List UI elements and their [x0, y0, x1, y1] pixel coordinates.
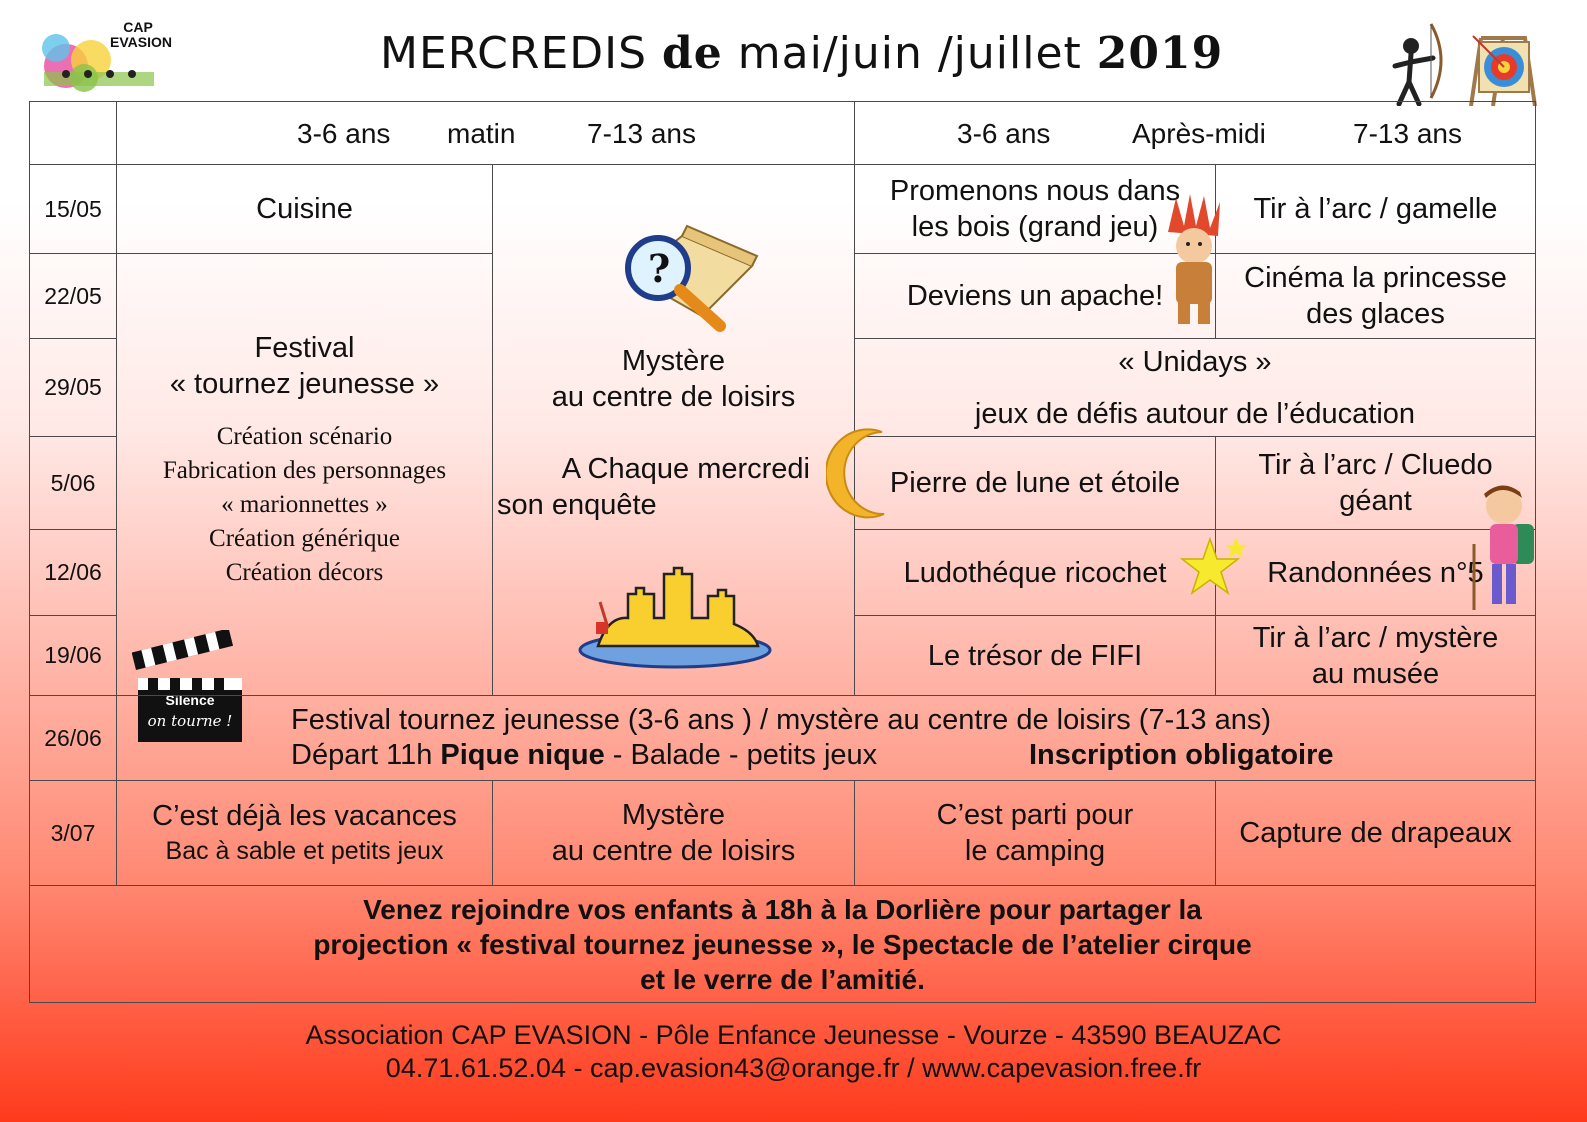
activity-cuisine: Cuisine [116, 164, 493, 254]
svg-text:?: ? [648, 246, 671, 291]
sandcastle-icon [578, 566, 772, 670]
activity-randonnees: Randonnées n°5 [1215, 529, 1536, 616]
invitation-line1: Venez rejoindre vos enfants à 18h à la Dorlière pour partager la [363, 893, 1202, 925]
invitation-line2: projection « festival tournez jeunesse », le Spectacle de l’atelier cirque [313, 928, 1252, 960]
row-2606-pique-nique: Pique nique [440, 739, 605, 771]
camping-line1: C’est parti pour [936, 799, 1134, 831]
title-part-de: de [662, 28, 723, 79]
invitation-box [29, 885, 1536, 1003]
vacances-line2: Bac à sable et petits jeux [165, 837, 444, 865]
row-2606-content [116, 695, 1536, 781]
book-magnifier-icon [612, 216, 762, 336]
hiker-child-icon [1462, 484, 1538, 610]
invitation-line3: et le verre de l’amitié. [640, 963, 925, 995]
mystere-line1: Mystère [621, 345, 726, 377]
mystere-line2: au centre de loisirs [551, 381, 796, 413]
date-cell: 5/06 [29, 436, 117, 530]
date-cell: 3/07 [29, 780, 117, 886]
star-icon [1180, 533, 1250, 603]
activity-apache: Deviens un apache! [854, 253, 1216, 339]
row-2606-depart: Départ 11h [291, 739, 441, 771]
logo-text [110, 19, 172, 50]
title-part-mercredis: MERCREDIS [380, 28, 663, 79]
festival-title-line1: Festival [254, 332, 355, 364]
activity-mystere-0307 [492, 780, 855, 886]
festival-detail: Création décors [225, 559, 384, 586]
mystere-0307-line2: au centre de loisirs [551, 835, 796, 867]
festival-title-line2: « tournez jeunesse » [169, 368, 440, 400]
cinema-line1: Cinéma la princesse [1244, 262, 1507, 294]
clapper-text-line1: Silence [165, 692, 215, 708]
camping-line2: le camping [964, 835, 1106, 867]
activity-tir-musee [1215, 615, 1536, 696]
header-am-age-young: 3-6 ans [957, 118, 1051, 149]
date-cell: 29/05 [29, 338, 117, 437]
page-title [380, 28, 1260, 88]
logo-text-line2: EVASION [110, 34, 172, 50]
unidays-line1: « Unidays » [1118, 345, 1272, 378]
indian-child-icon [1160, 192, 1230, 327]
activity-tresor: Le trésor de FIFI [854, 615, 1216, 696]
mystere-line3: A Chaque mercredi [561, 453, 810, 485]
promenons-line2: les bois (grand jeu) [911, 211, 1159, 243]
festival-detail: Création scénario [216, 423, 393, 450]
clapper-text-line2: on tourne ! [147, 712, 233, 730]
header-corner [29, 101, 117, 165]
cluedo-line2: géant [1339, 485, 1412, 517]
header-matin-age-young: 3-6 ans [297, 118, 391, 149]
row-2606-inscription: Inscription obligatoire [1029, 739, 1334, 771]
title-part-year: 2019 [1096, 28, 1224, 79]
header-am-age-old: 7-13 ans [1353, 118, 1462, 149]
header-matin-age-old: 7-13 ans [587, 118, 696, 149]
promenons-line1: Promenons nous dans [889, 175, 1181, 207]
archery-icon [1385, 18, 1545, 106]
date-cell: 22/05 [29, 253, 117, 339]
footer-address: Association CAP EVASION - Pôle Enfance Jeunesse - Vourze - 43590 BEAUZAC [305, 1020, 1282, 1050]
moon-icon [826, 426, 892, 520]
cap-evasion-logo [36, 18, 172, 94]
activity-cinema [1215, 253, 1536, 339]
tir-musee-line1: Tir à l’arc / mystère [1252, 621, 1499, 654]
date-cell: 15/05 [29, 164, 117, 254]
date-cell: 12/06 [29, 529, 117, 616]
mystere-line4: son enquête [497, 489, 657, 521]
footer-contact: 04.71.61.52.04 - cap.evasion43@orange.fr / www.capevasion.free.fr [385, 1053, 1202, 1083]
header-apres-midi [854, 101, 1536, 165]
logo-text-line1: CAP [123, 19, 153, 35]
tir-musee-line2: au musée [1311, 657, 1440, 690]
mystere-0307-line1: Mystère [621, 799, 726, 831]
activity-pierre-lune: Pierre de lune et étoile [854, 436, 1216, 530]
cinema-line2: des glaces [1306, 298, 1445, 330]
date-cell: 26/06 [29, 695, 117, 781]
cluedo-line1: Tir à l’arc / Cluedo [1258, 449, 1493, 481]
unidays-line2: jeux de défis autour de l’éducation [974, 397, 1416, 430]
festival-detail: Création générique [209, 525, 400, 552]
activity-tir-gamelle: Tir à l’arc / gamelle [1215, 164, 1536, 254]
date-cell: 19/06 [29, 615, 117, 696]
festival-detail: « marionnettes » [221, 491, 388, 518]
vacances-line1: C’est déjà les vacances [152, 800, 457, 832]
festival-detail: Fabrication des personnages [162, 457, 447, 484]
header-am-label: Après-midi [1132, 118, 1266, 149]
activity-camping [854, 780, 1216, 886]
row-2606-line2 [291, 737, 877, 773]
row-2606-balade: - Balade - petits jeux [604, 739, 878, 771]
activity-unidays [854, 338, 1536, 437]
row-2606-line1: Festival tournez jeunesse (3-6 ans ) / mystère au centre de loisirs (7-13 ans) [291, 704, 1271, 736]
header-matin-label: matin [447, 118, 516, 149]
title-part-months: mai/juin /juillet [722, 28, 1097, 79]
activity-ludotheque: Ludothéque ricochet [854, 529, 1216, 616]
header-matin [116, 101, 855, 165]
activity-vacances [116, 780, 493, 886]
activity-drapeaux: Capture de drapeaux [1215, 780, 1536, 886]
